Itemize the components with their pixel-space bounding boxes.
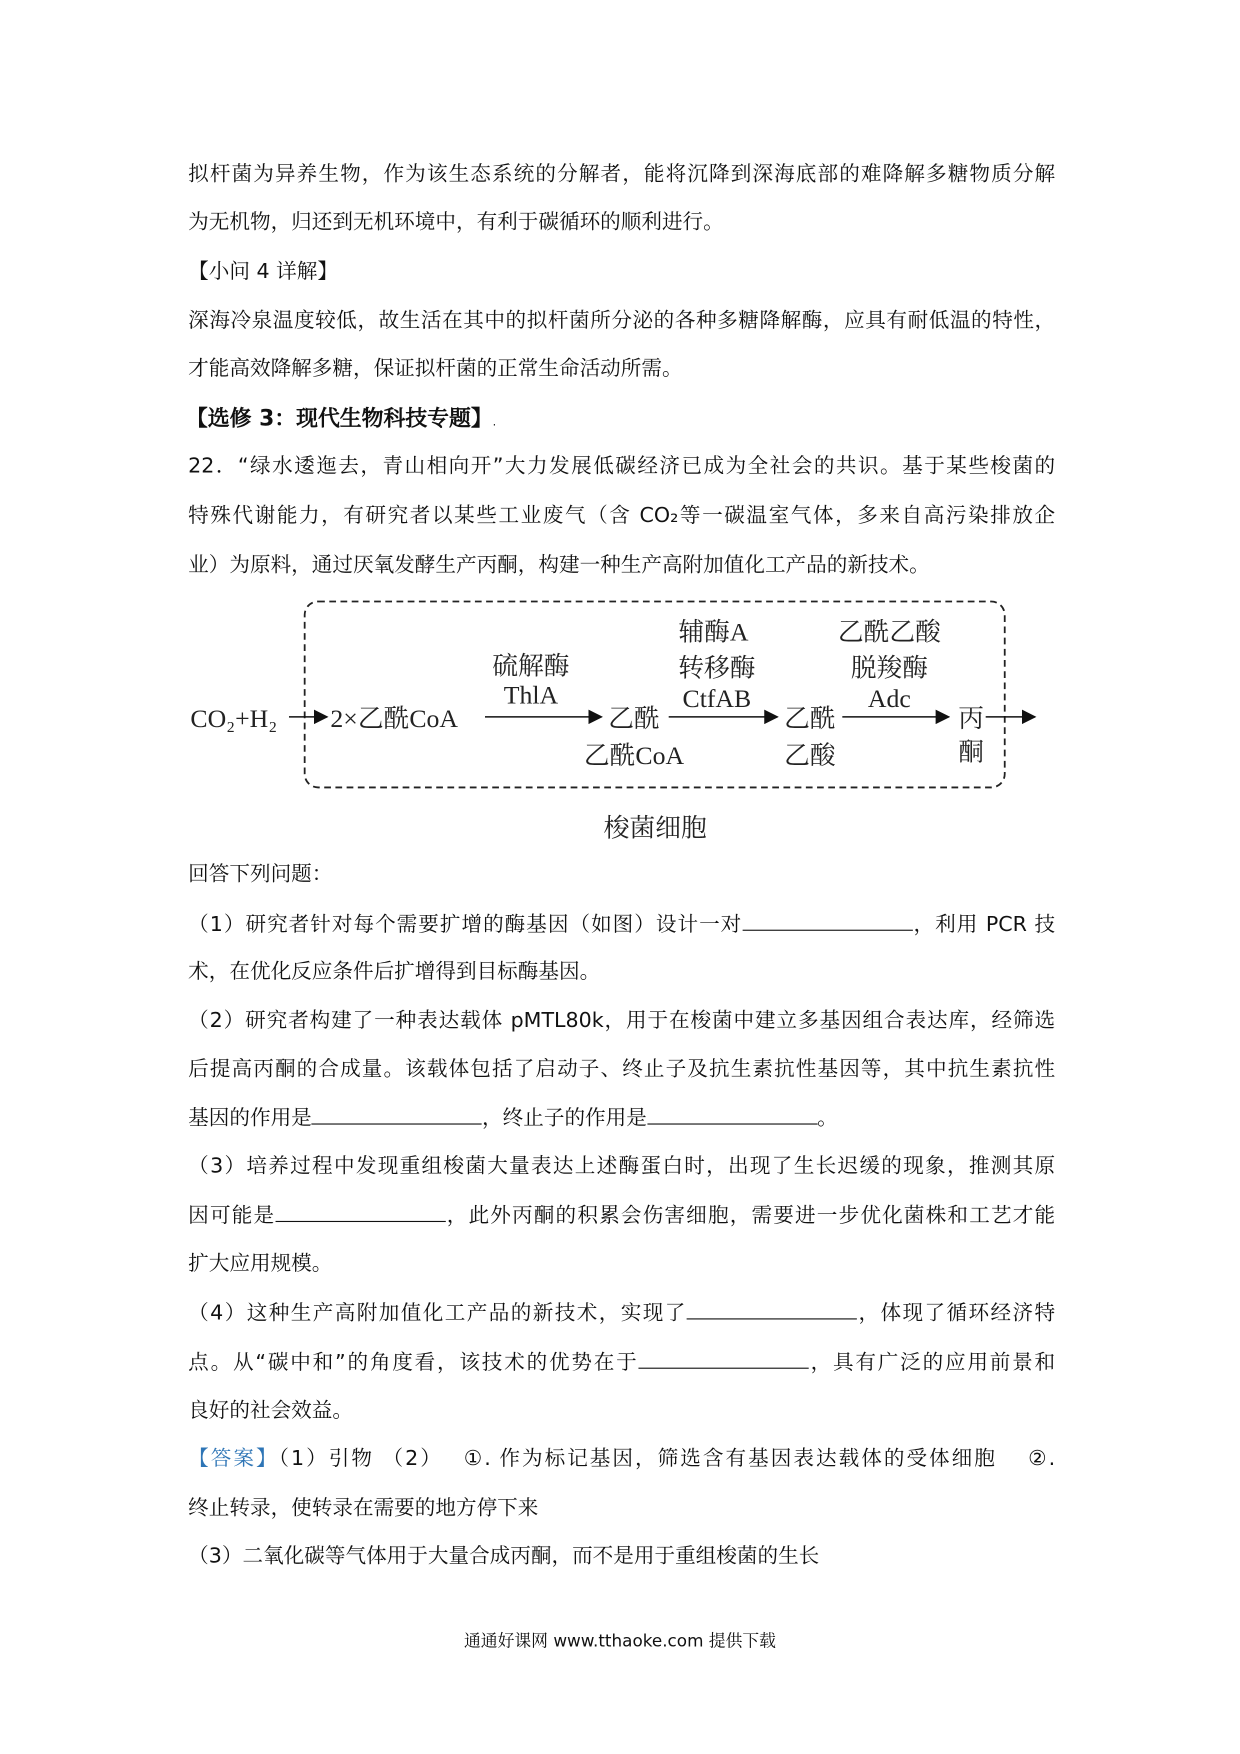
text-line: 术，在优化反应条件后扩增得到目标酶基因。 — [188, 959, 601, 984]
text: ，体现了循环经济特 — [857, 1301, 1056, 1326]
answer-blank — [742, 910, 912, 931]
text: ，具有广泛的应用前景和 — [808, 1350, 1056, 1375]
text-line: 才能高效降解多糖，保证拟杆菌的正常生命活动所需。 — [188, 357, 683, 381]
text-line: 回答下列问题： — [188, 862, 333, 886]
subsection-title: 【小问 4 详解】 — [188, 259, 338, 284]
answer-line — [188, 1445, 1055, 1474]
text-line: 深海冷泉温度较低，故生活在其中的拟杆菌所分泌的各种多糖降解酶，应具有耐低温的特性， — [188, 309, 1056, 333]
text-line: （2）研究者构建了一种表达载体 pMTL80k，用于在梭菌中建立多基因组合表达库，经筛选 — [188, 1009, 1056, 1033]
text: （1）引物 （2） ①. 作为标记基因，筛选含有基因表达载体的受体细胞 ②. — [278, 1447, 1056, 1471]
text-line: 为无机物，归还到无机环境中，有利于碳循环的顺利进行。 — [188, 210, 724, 235]
text: （4）这种生产高附加值化工产品的新技术，实现了 — [188, 1301, 687, 1326]
answer-blank — [639, 1347, 809, 1368]
enzyme-2-code: CtfAB — [682, 683, 752, 713]
enzyme-1-code: ThlA — [503, 680, 559, 710]
substrate-2: 乙酰CoA — [583, 740, 685, 770]
text-line: （3）二氧化碳等气体用于大量合成丙酮，而不是用于重组梭菌的生长 — [188, 1544, 820, 1569]
text: 因可能是 — [188, 1204, 276, 1228]
text-line: 终止转录，使转录在需要的地方停下来 — [188, 1496, 539, 1520]
enzyme-2: 辅酶A — [678, 617, 749, 647]
question-4-blank — [188, 1298, 1055, 1327]
section-heading-text: 【选修 3：现代生物科技专题】 — [185, 405, 493, 432]
question-2-blanks — [188, 1103, 1055, 1132]
text: ，此外丙酮的积累会伤害细胞，需要进一步优化菌株和工艺才能 — [445, 1204, 1056, 1228]
text: ，终止子的作用是 — [482, 1106, 647, 1131]
enzyme-2: 转移酶 — [678, 653, 756, 683]
pathway-diagram — [0, 582, 1240, 851]
product: 酮 — [958, 737, 985, 767]
answer-tag: 【答案】 — [188, 1447, 279, 1471]
answer-blank — [312, 1103, 482, 1124]
question-1 — [188, 910, 1055, 939]
stray-dot: . — [492, 416, 497, 429]
enzyme-3: 乙酰乙酸 — [837, 617, 941, 647]
input-label: CO₂+H₂ — [190, 703, 278, 733]
enzyme-1: 硫解酶 — [492, 651, 570, 681]
answer-blank — [647, 1103, 817, 1124]
text-line: 良好的社会效益。 — [188, 1399, 353, 1423]
answer-blank — [275, 1201, 445, 1222]
text-line: 拟杆菌为异养生物，作为该生态系统的分解者，能将沉降到深海底部的难降解多糖物质分解 — [188, 162, 1056, 186]
section-heading — [186, 404, 1053, 433]
substrate-3: 乙酸 — [784, 740, 836, 770]
text: ，利用 PCR 技 — [912, 912, 1056, 937]
text-line: 扩大应用规模。 — [188, 1252, 333, 1276]
enzyme-3-code: Adc — [867, 683, 911, 713]
product: 丙 — [958, 703, 985, 733]
text: 。 — [817, 1106, 838, 1131]
diagram-caption: 梭菌细胞 — [603, 813, 707, 843]
text-line: 特殊代谢能力，有研究者以某些工业废气（含 CO₂等一碳温室气体，多来自高污染排放企 — [188, 504, 1056, 528]
text-line: 22．“绿水逶迤去，青山相向开”大力发展低碳经济已成为全社会的共识。基于某些梭菌的 — [188, 454, 1056, 479]
text-line: 业）为原料，通过厌氧发酵生产丙酮，构建一种生产高附加值化工产品的新技术。 — [188, 553, 930, 577]
substrate-3: 乙酰 — [784, 703, 836, 733]
question-3-blank — [188, 1201, 1055, 1230]
substrate-2: 乙酰 — [608, 703, 660, 733]
page-footer: 通通好课网 www.tthaoke.com 提供下载 — [463, 1630, 776, 1652]
text-line: （3）培养过程中发现重组梭菌大量表达上述酶蛋白时，出现了生长迟缓的现象，推测其原 — [188, 1154, 1056, 1179]
answer-blank — [687, 1298, 857, 1319]
text: （1）研究者针对每个需要扩增的酶基因（如图）设计一对 — [188, 912, 743, 937]
text-line: 后提高丙酮的合成量。该载体包括了启动子、终止子及抗生素抗性基因等，其中抗生素抗性 — [188, 1057, 1056, 1081]
question-4-blank — [188, 1347, 1055, 1376]
substrate-1: 2×乙酰CoA — [330, 703, 458, 733]
enzyme-3: 脱羧酶 — [850, 653, 928, 683]
text: 基因的作用是 — [188, 1106, 312, 1131]
text: 点。从“碳中和”的角度看，该技术的优势在于 — [188, 1350, 639, 1375]
